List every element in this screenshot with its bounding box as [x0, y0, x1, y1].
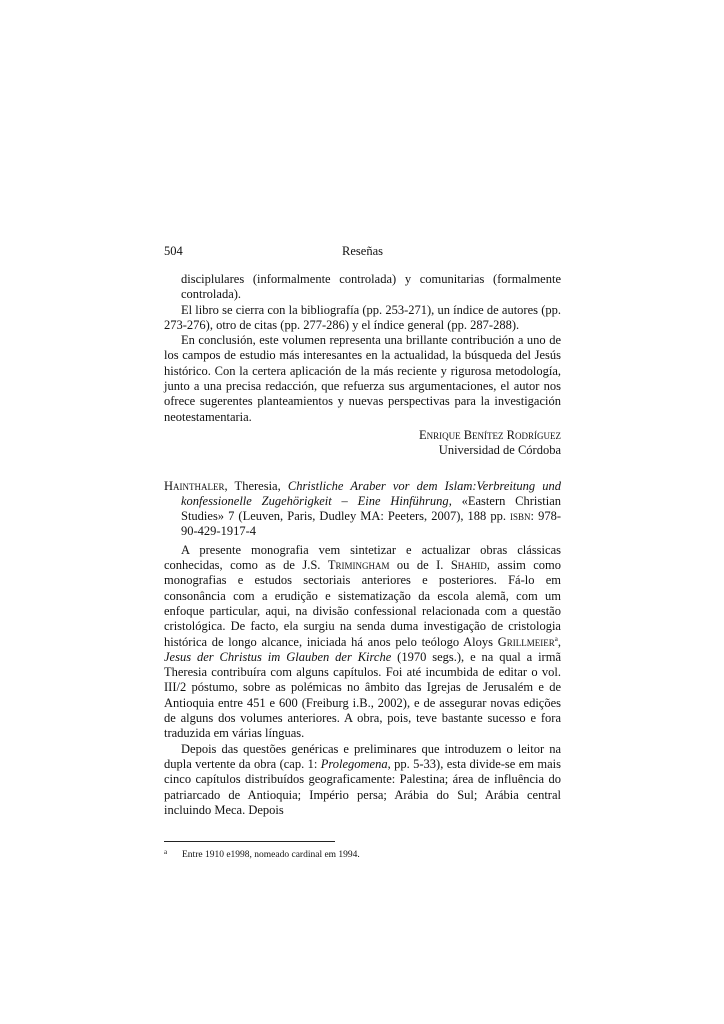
reviewer-name: Enrique Benítez Rodríguez	[418, 427, 561, 442]
section-title: Reseñas	[342, 244, 383, 258]
review-text: , assim como monografias e estudos sectoriais anteriores e posteriores. Fá-lo em consonância com a erudição e sistematização da escola alemã, com um enfoque particular, aqui, na divisão confessional relacionada com a questão cristológica. De facto, ela surgiu na senda duma investigação de cristologia histórica de longo alcance, iniciada há anos pelo teólogo Aloys	[164, 558, 561, 649]
bibliographic-entry	[164, 479, 561, 540]
review-text: , pp. 5-33), esta divide-se em mais cinco capítulos distribuídos geograficamente: Palestina; área de influência do patriarcado de Antioquia; Império persa; Arábia do Sul; Arábia central incluindo Meca. Depois	[164, 756, 561, 817]
review-paragraph	[164, 742, 561, 818]
isbn-value: : 978-90-429-1917-4	[181, 509, 561, 539]
cited-book-title: Jesus der Christus im Glauben der Kirche	[164, 649, 392, 664]
review-paragraph	[164, 543, 561, 742]
book-author-surname: Hainthaler	[164, 478, 225, 493]
footnote-mark: a	[164, 848, 168, 857]
review-text: ,	[557, 634, 561, 649]
page-number: 504	[164, 244, 183, 258]
book-author-given: , Theresia,	[224, 478, 288, 493]
reviewer-signature	[164, 428, 561, 459]
cited-author: Trimingham	[327, 558, 390, 573]
reviewer-affiliation: Universidad de Córdoba	[438, 443, 561, 458]
previous-review-conclusion: En conclusión, este volumen representa una brillante contribución a uno de los campos de estudio más interesantes en la actualidad, la búsqueda del Jesús histórico. Con la certera aplicación de la más reciente y rigurosa metodología, junto a una precisa redacción, que refuerza sus argumentaciones, el autor nos ofrece sugerentes planteamientos y nuevas perspectivas para la investigación neotestamentaria.	[164, 333, 561, 424]
running-header	[164, 244, 561, 264]
book-title: Christliche Araber vor dem Islam:Verbreitung und konfessionelle Zugehörigkeit – Eine Hinführung	[181, 478, 561, 508]
cited-author: Shahid	[450, 558, 487, 573]
previous-review-paragraph: El libro se cierra con la bibliografía (pp. 253-271), un índice de autores (pp. 273-276), otro de citas (pp. 277-286) y el índice general (pp. 287-288).	[164, 302, 561, 332]
footnote	[164, 850, 561, 860]
page-body	[164, 244, 561, 860]
chapter-title: Prolegomena	[320, 756, 388, 771]
book-publication-details: , «Eastern Christian Studies» 7 (Leuven, Paris, Dudley MA: Peeters, 2007), 188 pp.	[181, 493, 561, 524]
review-text: (1970 segs.), e na qual a irmã Theresia contribuíra com alguns capítulos. Foi até incumbida de editar o vol. III/2 póstumo, sobre as polémicas no âmbito das Igrejas de Jerusalém e de Antioquia entre 451 e 600 (Freiburg i.B., 2002), e de assegurar novas edições de alguns dos volumes anteriores. A obra, pois, teve bastante sucesso e fora traduzida em várias línguas.	[164, 649, 561, 741]
review-text: ou de I.	[389, 558, 451, 573]
footnote-reference[interactable]: a	[554, 634, 558, 643]
review-text: Depois das questões genéricas e preliminares que introduzem o leitor na dupla vertente da obra (cap. 1:	[164, 741, 561, 771]
cited-author: Grillmeier	[497, 634, 555, 649]
footnote-text: Entre 1910 e1998, nomeado cardinal em 1994.	[182, 850, 360, 861]
isbn-label: isbn	[510, 509, 531, 524]
review-text: A presente monografia vem sintetizar e actualizar obras clássicas conhecidas, como as de J.S.	[164, 542, 561, 573]
footnote-divider	[164, 841, 335, 842]
previous-review-continuation: disciplulares (informalmente controlada) y comunitarias (formalmente controlada).	[181, 272, 561, 302]
